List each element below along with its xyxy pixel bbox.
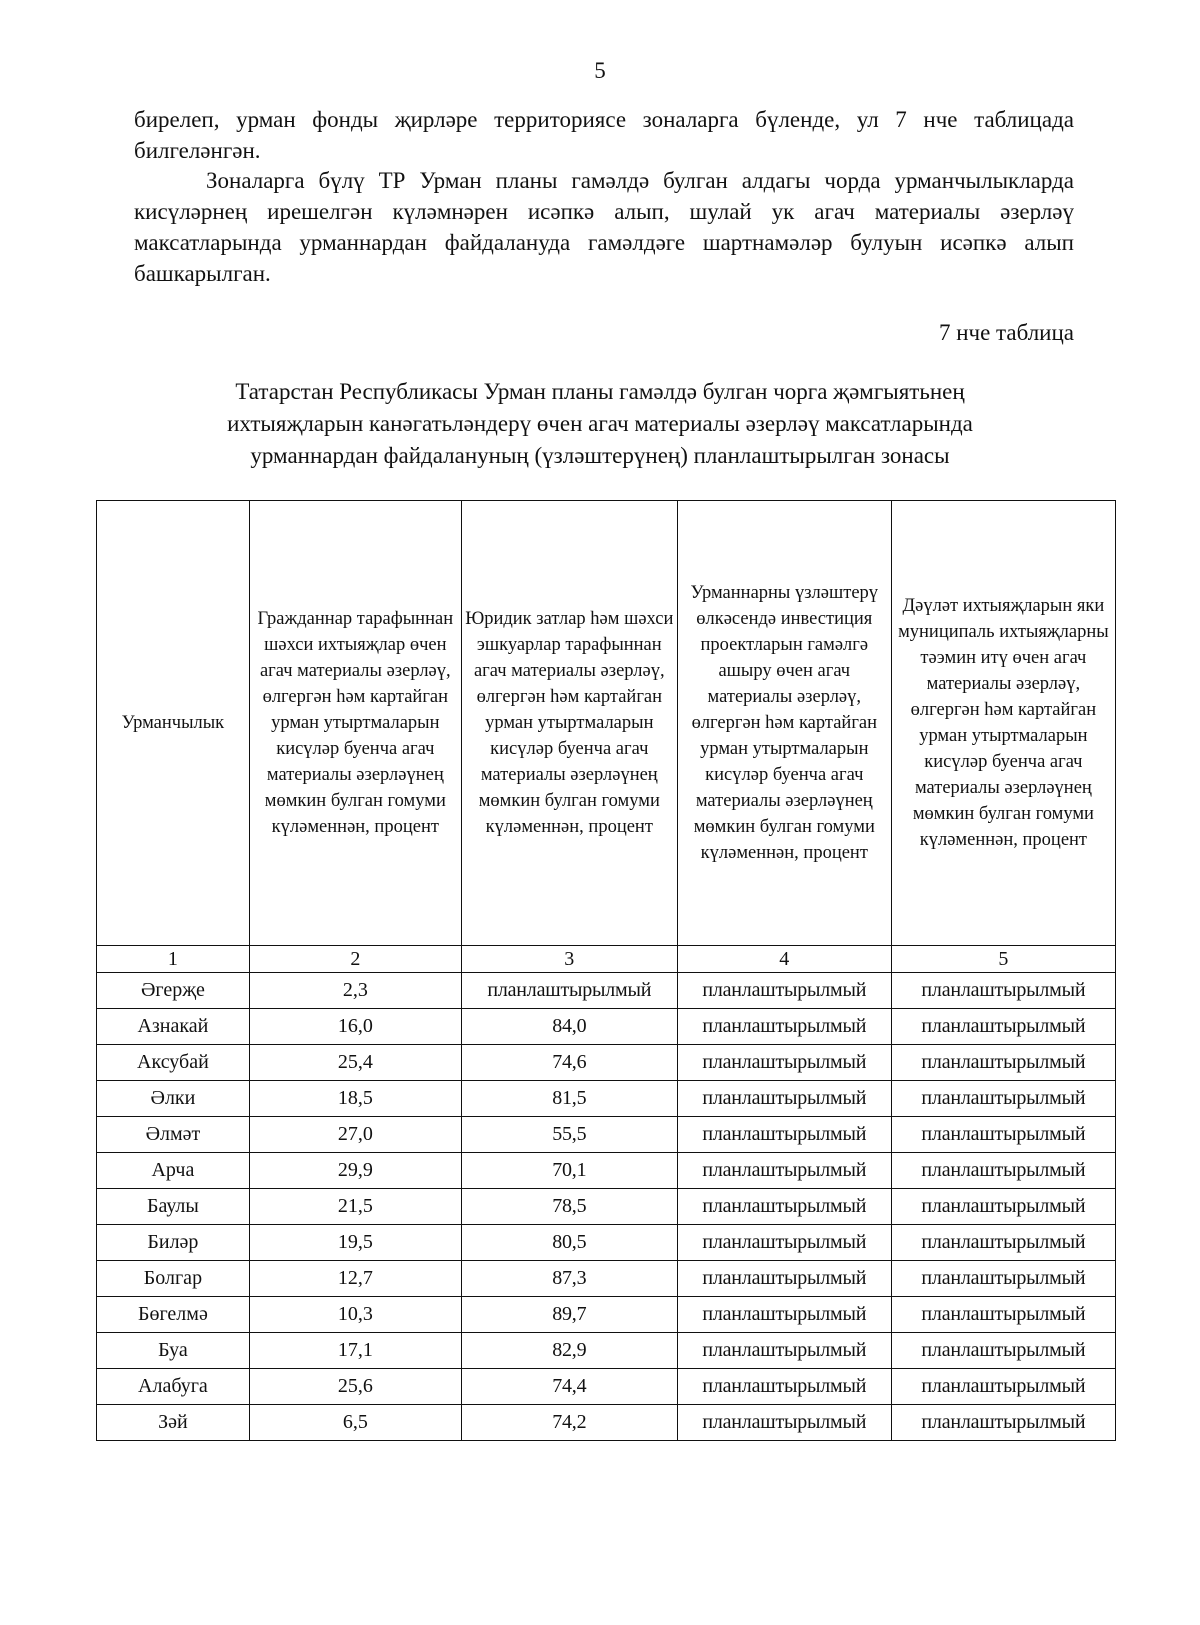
header-cell: Дәүләт ихтыяҗларын яки муниципаль ихтыяҗларны тәэмин итү өчен агач материалы әзерләү, өлгергән һәм картайган урман утыртмаларын кисүләр буенча агач материалы әзерләүнең мөмкин булган гомуми күләменнән, процент [891, 501, 1115, 946]
percent-cell: 25,4 [249, 1045, 461, 1081]
table-row [97, 1261, 1116, 1297]
forestry-zone-table [96, 500, 1116, 1441]
percent-cell: 74,6 [461, 1045, 677, 1081]
header-cell: Урманнарны үзләштерү өлкәсендә инвестиция проектларын гамәлгә ашыру өчен агач материалы әзерләү, өлгергән һәм картайган урман утыртмаларын кисүләр буенча агач материалы әзерләүнең мөмкин булган гомуми күләменнән, процент [677, 501, 891, 946]
forestry-name-cell: Арча [97, 1153, 250, 1189]
percent-cell: планлаштырылмый [891, 973, 1115, 1009]
percent-cell: планлаштырылмый [677, 1189, 891, 1225]
percent-cell: 25,6 [249, 1369, 461, 1405]
page-number: 5 [594, 58, 606, 83]
percent-cell: 16,0 [249, 1009, 461, 1045]
percent-cell: планлаштырылмый [677, 1117, 891, 1153]
percent-cell: планлаштырылмый [891, 1009, 1115, 1045]
percent-cell: планлаштырылмый [891, 1261, 1115, 1297]
percent-cell: 82,9 [461, 1333, 677, 1369]
table-row [97, 973, 1116, 1009]
table-row [97, 1045, 1116, 1081]
table-caption [100, 376, 1100, 472]
percent-cell: планлаштырылмый [677, 1333, 891, 1369]
percent-cell: планлаштырылмый [891, 1297, 1115, 1333]
percent-cell: планлаштырылмый [891, 1045, 1115, 1081]
percent-cell: планлаштырылмый [677, 1225, 891, 1261]
percent-cell: 89,7 [461, 1297, 677, 1333]
header-cell: Урманчылык [97, 501, 250, 946]
percent-cell: планлаштырылмый [677, 1045, 891, 1081]
column-number: 3 [461, 946, 677, 973]
percent-cell: 74,4 [461, 1369, 677, 1405]
table-row [97, 1225, 1116, 1261]
table-row [97, 1081, 1116, 1117]
table-row [97, 1153, 1116, 1189]
percent-cell: 19,5 [249, 1225, 461, 1261]
table-body [97, 946, 1116, 1441]
column-number-row [97, 946, 1116, 973]
percent-cell: планлаштырылмый [461, 973, 677, 1009]
percent-cell: планлаштырылмый [891, 1369, 1115, 1405]
column-number: 5 [891, 946, 1115, 973]
percent-cell: планлаштырылмый [677, 1153, 891, 1189]
forestry-name-cell: Әлмәт [97, 1117, 250, 1153]
percent-cell: 87,3 [461, 1261, 677, 1297]
percent-cell: 55,5 [461, 1117, 677, 1153]
percent-cell: планлаштырылмый [891, 1189, 1115, 1225]
percent-cell: планлаштырылмый [677, 1081, 891, 1117]
caption-line: ихтыяҗларын канәгатьләндерү өчен агач материалы әзерләү максатларында [227, 411, 973, 436]
percent-cell: планлаштырылмый [677, 1369, 891, 1405]
percent-cell: 84,0 [461, 1009, 677, 1045]
column-number: 2 [249, 946, 461, 973]
percent-cell: 21,5 [249, 1189, 461, 1225]
caption-line: урманнардан файдалануның (үзләштерүнең) планлаштырылган зонасы [250, 443, 950, 468]
forestry-name-cell: Азнакай [97, 1009, 250, 1045]
forestry-name-cell: Зәй [97, 1405, 250, 1441]
percent-cell: 27,0 [249, 1117, 461, 1153]
percent-cell: 2,3 [249, 973, 461, 1009]
percent-cell: 80,5 [461, 1225, 677, 1261]
percent-cell: 78,5 [461, 1189, 677, 1225]
percent-cell: 70,1 [461, 1153, 677, 1189]
percent-cell: планлаштырылмый [891, 1405, 1115, 1441]
forestry-name-cell: Буа [97, 1333, 250, 1369]
percent-cell: планлаштырылмый [891, 1081, 1115, 1117]
table-row [97, 1189, 1116, 1225]
percent-cell: планлаштырылмый [891, 1225, 1115, 1261]
forestry-name-cell: Биләр [97, 1225, 250, 1261]
percent-cell: планлаштырылмый [891, 1117, 1115, 1153]
table-header-row [97, 501, 1116, 946]
percent-cell: 10,3 [249, 1297, 461, 1333]
forestry-name-cell: Алабуга [97, 1369, 250, 1405]
forestry-name-cell: Аксубай [97, 1045, 250, 1081]
percent-cell: планлаштырылмый [677, 973, 891, 1009]
percent-cell: 12,7 [249, 1261, 461, 1297]
percent-cell: 17,1 [249, 1333, 461, 1369]
paragraph: Зоналарга бүлү ТР Урман планы гамәлдә булган алдагы чорда урманчылыкларда кисүләрнең ирешелгән күләмнәрен исәпкә алып, шулай ук агач материалы әзерләү максатларында урманнардан файдалануда гамәлдәге шартнамәләр булуын исәпкә алып башкарылган. [134, 168, 1074, 286]
percent-cell: 74,2 [461, 1405, 677, 1441]
percent-cell: планлаштырылмый [677, 1405, 891, 1441]
percent-cell: планлаштырылмый [891, 1153, 1115, 1189]
table-row [97, 1369, 1116, 1405]
column-number: 1 [97, 946, 250, 973]
percent-cell: планлаштырылмый [677, 1261, 891, 1297]
percent-cell: планлаштырылмый [677, 1009, 891, 1045]
table-row [97, 1117, 1116, 1153]
forestry-name-cell: Бөгелмә [97, 1297, 250, 1333]
header-cell: Гражданнар тарафыннан шәхси ихтыяҗлар өчен агач материалы әзерләү, өлгергән һәм картайган урман утыртмаларын кисүләр буенча агач материалы әзерләүнең мөмкин булган гомуми күләменнән, процент [249, 501, 461, 946]
column-number: 4 [677, 946, 891, 973]
paragraph: бирелеп, урман фонды җирләре территориясе зоналарга бүленде, ул 7 нче таблицада билгеләнгән. [134, 107, 1074, 163]
header-cell: Юридик затлар һәм шәхси эшкуарлар тарафыннан агач материалы әзерләү, өлгергән һәм картайган урман утыртмаларын кисүләр буенча агач материалы әзерләүнең мөмкин булган гомуми күләменнән, процент [461, 501, 677, 946]
forestry-name-cell: Әгерҗе [97, 973, 250, 1009]
percent-cell: планлаштырылмый [677, 1297, 891, 1333]
percent-cell: 29,9 [249, 1153, 461, 1189]
table-row [97, 1405, 1116, 1441]
table-row [97, 1297, 1116, 1333]
table-row [97, 1009, 1116, 1045]
table-number: 7 нче таблица [938, 320, 1074, 345]
percent-cell: планлаштырылмый [891, 1333, 1115, 1369]
forestry-name-cell: Болгар [97, 1261, 250, 1297]
percent-cell: 81,5 [461, 1081, 677, 1117]
percent-cell: 6,5 [249, 1405, 461, 1441]
percent-cell: 18,5 [249, 1081, 461, 1117]
forestry-name-cell: Баулы [97, 1189, 250, 1225]
caption-line: Татарстан Республикасы Урман планы гамәлдә булган чорга җәмгыятьнең [235, 379, 965, 404]
table-row [97, 1333, 1116, 1369]
forestry-name-cell: Әлки [97, 1081, 250, 1117]
